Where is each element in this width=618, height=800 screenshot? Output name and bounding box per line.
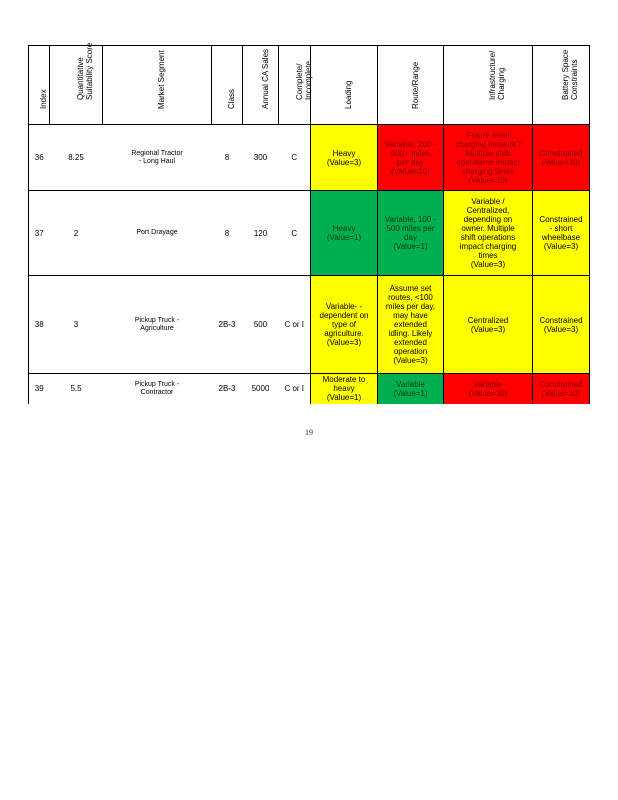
table-row [29,374,590,404]
cell-loading-text: Moderate to heavy (Value=1) [322,375,366,403]
cell-infra-text: Variable (Value=10) [468,379,508,398]
cell-segment [103,125,212,191]
cell-complete [279,374,311,404]
cell-segment-text: Port Drayage [136,229,178,236]
cell-route [378,276,444,374]
cell-complete-text: C or I [284,384,305,394]
cell-battery [533,191,590,276]
cell-route-text: Variable, 100 - 500 miles per day (Value=1) [384,215,437,251]
cell-loading-text: Heavy (Value=3) [326,148,362,167]
cell-infra [444,191,533,276]
cell-infra [444,374,533,404]
cell-index-text: 39 [34,384,44,394]
cell-segment-text: Pickup Truck - Agriculture [134,316,180,332]
cell-score [50,276,103,374]
cell-index-text: 37 [34,228,44,238]
cell-sales-text: 300 [253,153,268,162]
cell-route [378,191,444,276]
cell-index [29,276,50,374]
cell-index [29,374,50,404]
cell-sales-text: 5000 [251,384,270,394]
cell-index [29,191,50,276]
cell-class [212,276,243,374]
cell-class-text: 2B-3 [218,384,236,394]
header-class: Class [212,46,243,125]
cell-infra [444,276,533,374]
cell-score [50,374,103,404]
header-route: Route/Range [378,46,444,125]
cell-score [50,125,103,191]
cell-index [29,125,50,191]
cell-route [378,374,444,404]
header-score: Quantitative Suitability Score [50,46,103,125]
cell-loading-text: Variable- - dependent on type of agriculture. (Value=3) [319,302,369,347]
cell-loading-text: Heavy (Value=1) [326,224,362,242]
cell-loading [311,374,378,404]
cell-index-text: 38 [34,320,44,329]
cell-battery-text: Constrained - short wheelbase (Value=3) [539,215,583,251]
header-index: Index [29,46,50,125]
cell-complete [279,191,311,276]
header-complete: Complete/ Incomplete [279,46,311,125]
cell-sales [243,191,279,276]
cell-segment [103,191,212,276]
cell-segment [103,276,212,374]
cell-class-text: 8 [224,228,230,238]
header-battery: Battery Space Constraints [533,46,590,125]
header-segment: Market Segment [103,46,212,125]
cell-sales-text: 120 [253,228,268,238]
cell-route-text: Variable (Value=1) [393,379,428,398]
cell-loading [311,125,378,191]
cell-sales [243,374,279,404]
cell-route-text: Variable, 200 - 500+ miles per day (Value=10) [384,139,437,176]
cell-loading [311,276,378,374]
cell-battery-text: Constrained (Value=10) [539,379,583,398]
cell-battery-text: Constrained (Value=3) [539,315,583,334]
table-row [29,276,590,374]
cell-infra [444,125,533,191]
cell-index-text: 36 [34,153,44,162]
cell-sales-text: 500 [253,320,268,329]
table-row [29,125,590,191]
cell-score-text: 3 [73,320,79,329]
cell-battery [533,276,590,374]
cell-score-text: 2 [73,228,79,238]
cell-class-text: 8 [224,153,230,162]
header-sales: Annual CA Sales [243,46,279,125]
header-infra: Infrastructure/ Charging [444,46,533,125]
segment-table [28,42,590,404]
cell-complete-text: C [291,228,298,238]
cell-battery [533,125,590,191]
table-row [29,191,590,276]
cell-class-text: 2B-3 [218,320,236,329]
cell-sales [243,276,279,374]
header-row [29,46,590,125]
page-number: 19 [305,428,313,437]
cell-complete [279,125,311,191]
cell-battery [533,374,590,404]
cell-sales [243,125,279,191]
cell-battery-text: Constrained (Value=10) [539,148,583,167]
cell-route [378,125,444,191]
cell-route-text: Assume set routes, <100 miles per day, may have extended idling. Likely extended operation (Value=3) [385,284,436,365]
cell-complete [279,276,311,374]
cell-score [50,191,103,276]
cell-infra-text: Future retail charging network? Multiple shift operations impact charging times (Value=10) [455,130,521,185]
header-loading: Loading [311,46,378,125]
cell-score-text: 8.25 [68,153,84,162]
cell-class [212,125,243,191]
cell-segment-text: Pickup Truck - Contractor [134,380,180,396]
cell-infra-text: Centralized (Value=3) [467,315,509,334]
cell-score-text: 5.5 [70,384,82,394]
cell-infra-text: Variable / Centralized, depending on owner. Multiple shift operations impact charging times (Value=3) [459,197,517,269]
cell-complete-text: C [291,153,298,162]
cell-class [212,191,243,276]
cell-complete-text: C or I [284,320,305,329]
cell-segment [103,374,212,404]
cell-loading [311,191,378,276]
cell-segment-text: Regional Tractor - Long Haul [131,149,183,165]
cell-class [212,374,243,404]
